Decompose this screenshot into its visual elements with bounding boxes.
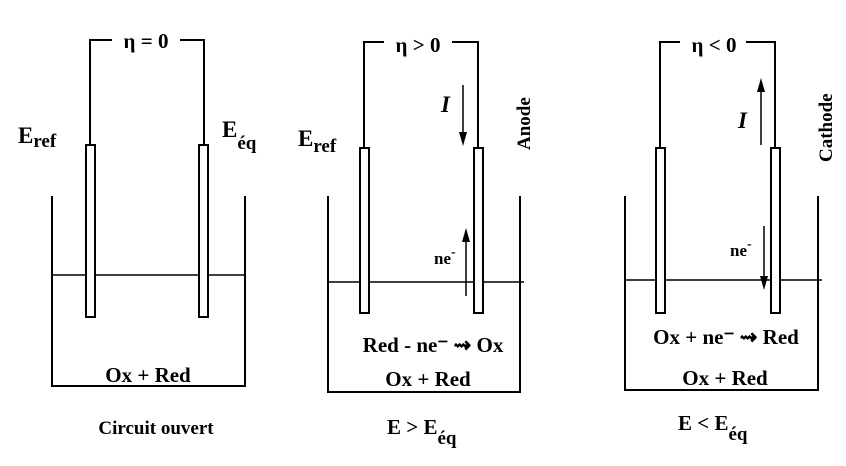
electron-label: ne- bbox=[730, 237, 752, 260]
panel-caption: E > Eéq bbox=[387, 415, 457, 449]
reference-electrode bbox=[86, 145, 95, 317]
cathode-label: Cathode bbox=[816, 93, 837, 162]
reaction-equation: Red - ne⁻ ⇝ Ox bbox=[362, 333, 504, 357]
reference-electrode bbox=[360, 148, 369, 313]
anode-label: Anode bbox=[514, 97, 535, 150]
overpotential-label: η > 0 bbox=[395, 33, 441, 57]
reference-electrode bbox=[656, 148, 665, 313]
current-label: I bbox=[441, 92, 450, 117]
external-wire-right bbox=[180, 40, 204, 145]
solution-label: Ox + Red bbox=[682, 366, 768, 390]
working-electrode bbox=[771, 148, 780, 313]
beaker bbox=[328, 196, 520, 392]
current-label: I bbox=[738, 108, 747, 133]
reference-electrode-label: Eref bbox=[18, 123, 57, 152]
panel-caption: Circuit ouvert bbox=[98, 418, 214, 439]
external-wire bbox=[660, 42, 680, 148]
current-arrowhead bbox=[459, 132, 467, 146]
external-wire bbox=[364, 42, 384, 148]
overpotential-label: η = 0 bbox=[123, 29, 169, 53]
solution-label: Ox + Red bbox=[385, 367, 471, 391]
overpotential-label: η < 0 bbox=[691, 33, 737, 57]
electron-arrowhead bbox=[760, 276, 768, 290]
panel-caption: E < Eéq bbox=[678, 411, 748, 445]
working-electrode bbox=[474, 148, 483, 313]
reaction-equation: Ox + ne⁻ ⇝ Red bbox=[653, 325, 799, 349]
external-wire bbox=[90, 40, 112, 145]
solution-label: Ox + Red bbox=[105, 363, 191, 387]
current-arrowhead bbox=[757, 78, 765, 92]
electron-arrowhead bbox=[462, 228, 470, 242]
beaker bbox=[625, 196, 818, 390]
reference-electrode-label: $E_{ref}$ bbox=[298, 126, 337, 157]
beaker bbox=[52, 196, 245, 386]
electron-label: ne- bbox=[434, 245, 456, 268]
panel-open-circuit bbox=[18, 29, 257, 439]
equilibrium-potential-label: $E_{éq}$ bbox=[222, 117, 257, 154]
panel-anode bbox=[298, 33, 535, 449]
working-electrode bbox=[199, 145, 208, 317]
panel-cathode bbox=[625, 33, 837, 445]
